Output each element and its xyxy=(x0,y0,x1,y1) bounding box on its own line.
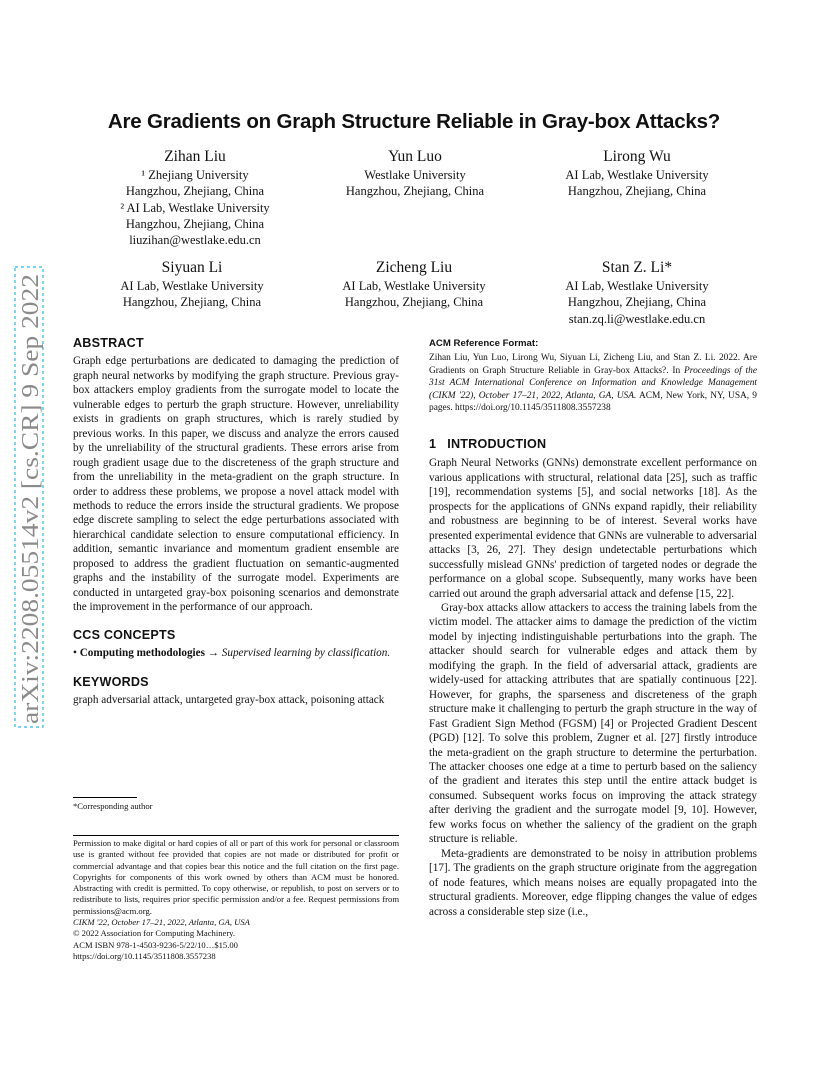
author-block xyxy=(310,147,520,200)
author-affiliation: ¹ Zhejiang University xyxy=(141,168,249,182)
author-name: Siyuan Li xyxy=(161,259,223,276)
copyright-line: © 2022 Association for Computing Machinery. xyxy=(73,928,236,939)
author-affiliation: AI Lab, Westlake University xyxy=(565,168,709,182)
left-column xyxy=(73,336,399,707)
ccs-arrow: → xyxy=(207,647,219,660)
footnote-rule xyxy=(73,797,137,798)
arxiv-stamp-text: arXiv:2208.05514v2 [cs.CR] 9 Sep 2022 xyxy=(17,322,44,724)
reference-text xyxy=(429,352,757,414)
corresponding-author-footnote: *Corresponding author xyxy=(73,801,153,811)
author-affiliation: Hangzhou, Zhejiang, China xyxy=(344,295,484,310)
permission-block xyxy=(73,838,399,962)
author-affiliation: AI Lab, Westlake University xyxy=(342,279,486,293)
ccs-concept: Supervised learning by classification. xyxy=(221,647,391,660)
ccs-concepts xyxy=(73,646,399,660)
author-email: stan.zq.li@westlake.edu.cn xyxy=(568,311,706,326)
author-block xyxy=(532,147,742,200)
author-affiliation: AI Lab, Westlake University xyxy=(565,279,709,293)
ccs-bullet: • xyxy=(73,647,77,660)
author-block xyxy=(532,258,742,327)
doi-line: https://doi.org/10.1145/3511808.3557238 xyxy=(73,950,216,961)
intro-paragraph-2: Gray-box attacks allow attackers to access the training labels from the victim model. The attacker aims to damage the prediction of the victim model by injecting indistinguishable perturbations into the graph. The attacker should search for vulnerable edges and attack them by modifying the graph. In the field of adversarial attack, gradients are widely-used for attacking attributes that are spatially continuous [22]. However, for graphs, the sparseness and discreteness of the graph structure make it challenging to perturb the graph structure in the way of Fast Gradient Sign Method (FGSM) [4] or Projected Gradient Descent (PGD) [12]. To solve this problem, Zugner et al. [27] firstly introduce the meta-gradient on the graph structure to determine the perturbation. The attacker chooses one edge at a time to perturb based on the saliency of the gradient and iterates this step until the entire attack budget is consumed. Subsequent works focus on improving the attack strategy after deriving the gradient and the surrogate model [9, 10]. However, few works focus on whether the saliency of the gradient on the graph structure is reliable. xyxy=(429,601,757,846)
author-affiliation: AI Lab, Westlake University xyxy=(120,279,264,293)
permission-rule xyxy=(73,835,399,836)
right-column xyxy=(429,437,757,919)
reference-publisher: ACM, New York, NY, USA, 9 pages. https://doi.org/10.1145/3511808.3557238 xyxy=(429,390,757,414)
author-name: Zicheng Liu xyxy=(375,259,453,276)
author-email: liuzihan@westlake.edu.cn xyxy=(129,233,261,248)
reference-heading: ACM Reference Format: xyxy=(429,338,539,349)
conference-line: CIKM '22, October 17–21, 2022, Atlanta, GA, USA xyxy=(73,917,250,928)
arxiv-identifier xyxy=(14,266,44,728)
keywords-text: graph adversarial attack, untargeted gray-box attack, poisoning attack xyxy=(73,693,385,706)
introduction-heading: 1 INTRODUCTION xyxy=(429,437,547,451)
author-affiliation: Hangzhou, Zhejiang, China xyxy=(125,184,265,199)
author-affiliation: Hangzhou, Zhejiang, China xyxy=(345,184,485,199)
ccs-heading: CCS CONCEPTS xyxy=(73,627,176,642)
isbn-line: ACM ISBN 978-1-4503-9236-5/22/10…$15.00 xyxy=(73,939,238,950)
keywords-heading: KEYWORDS xyxy=(73,674,149,689)
author-name: Stan Z. Li* xyxy=(601,259,673,276)
author-affiliation: Westlake University xyxy=(364,168,466,182)
paper-title: Are Gradients on Graph Structure Reliable in Gray-box Attacks? xyxy=(107,110,721,133)
author-affiliation: Hangzhou, Zhejiang, China xyxy=(567,295,707,310)
author-name: Lirong Wu xyxy=(603,148,671,165)
author-name: Zihan Liu xyxy=(164,148,226,165)
acm-reference-format xyxy=(429,338,757,414)
intro-paragraph-3: Meta-gradients are demonstrated to be noisy in attribution problems [17]. The gradients on the graph structure originate from the aggregation of node features, which means noises are equally propagated into the structural gradients. Moreover, edge flipping changes the value of edges across a considerable step size (i.e., xyxy=(429,847,757,918)
abstract-heading: ABSTRACT xyxy=(73,336,144,350)
abstract-text: Graph edge perturbations are dedicated to damaging the prediction of graph neural networks by modifying the graph structure. Previous gray-box attackers employ gradients from the surrogate model to locate the vulnerable edges to perturb the graph structure. However, unreliability exists in gradients on graph structures, which is rarely studied by previous works. In this paper, we discuss and analyze the errors caused by the unreliability of the structural gradients. These errors arise from rough gradient usage due to the discreteness of the graph structure and from the unreliability in the meta-gradient on the graph structure. In order to address these problems, we propose a novel attack model with methods to reduce the errors inside the structural gradients. We propose edge discrete sampling to select the edge perturbations associated with hierarchical candidate selection to ensure computational efficiency. In addition, semantic invariance and momentum gradient ensemble are proposed to address the gradient fluctuation on semantic-augmented graphs and the instability of the surrogate model. Experiments are conducted in untargeted gray-box poisoning scenarios and demonstrate the improvement in the performance of our approach. xyxy=(73,355,399,614)
author-affiliation: Hangzhou, Zhejiang, China xyxy=(125,216,265,231)
ccs-term: Computing methodologies xyxy=(79,647,205,660)
author-block xyxy=(309,258,519,311)
intro-paragraph-1: Graph Neural Networks (GNNs) demonstrate excellent performance on various applications with structural, relational data [25], such as traffic [19], recommendation systems [5], and social networks [18]. As the prospects for the applications of GNNs expand rapidly, their reliability and robustness are beginning to be of interest. Several works have presented experimental evidence that GNNs are vulnerable to adversarial attacks [3, 26, 27]. They design undetectable perturbations which successfully mislead GNNs' prediction of targeted nodes or degrade the performance on a global scope. Subsequently, many works have been carried out around the graph adversarial attack and defense [15, 22]. xyxy=(429,457,757,600)
author-affiliation: Hangzhou, Zhejiang, China xyxy=(567,184,707,199)
permission-text: Permission to make digital or hard copies of all or part of this work for personal or classroom use is granted without fee provided that copies are not made or distributed for profit or commercial advantage and that copies bear this notice and the full citation on the first page. Copyrights for components of this work owned by others than ACM must be honored. Abstracting with credit is permitted. To copy otherwise, or republish, to post on servers or to redistribute to lists, requires prior specific permission and/or a fee. Request permissions from permissions@acm.org. xyxy=(73,838,399,916)
author-affiliation: Hangzhou, Zhejiang, China xyxy=(122,295,262,310)
reference-authors: Zihan Liu, Yun Luo, Lirong Wu, Siyuan Li, Zicheng Liu, and Stan Z. Li. 2022. Are Gradients on Graph Structure Reliable in Gray-box Attacks?. In xyxy=(429,353,757,376)
author-name: Yun Luo xyxy=(388,148,442,165)
author-affiliation: ² AI Lab, Westlake University xyxy=(120,200,270,215)
author-block xyxy=(90,147,300,248)
author-block xyxy=(87,258,297,311)
reference-venue: Proceedings of the 31st ACM International Conference on Information and Knowledge Management (CIKM '22), October 17–21, 2022, Atlanta, GA, USA. xyxy=(429,365,757,401)
